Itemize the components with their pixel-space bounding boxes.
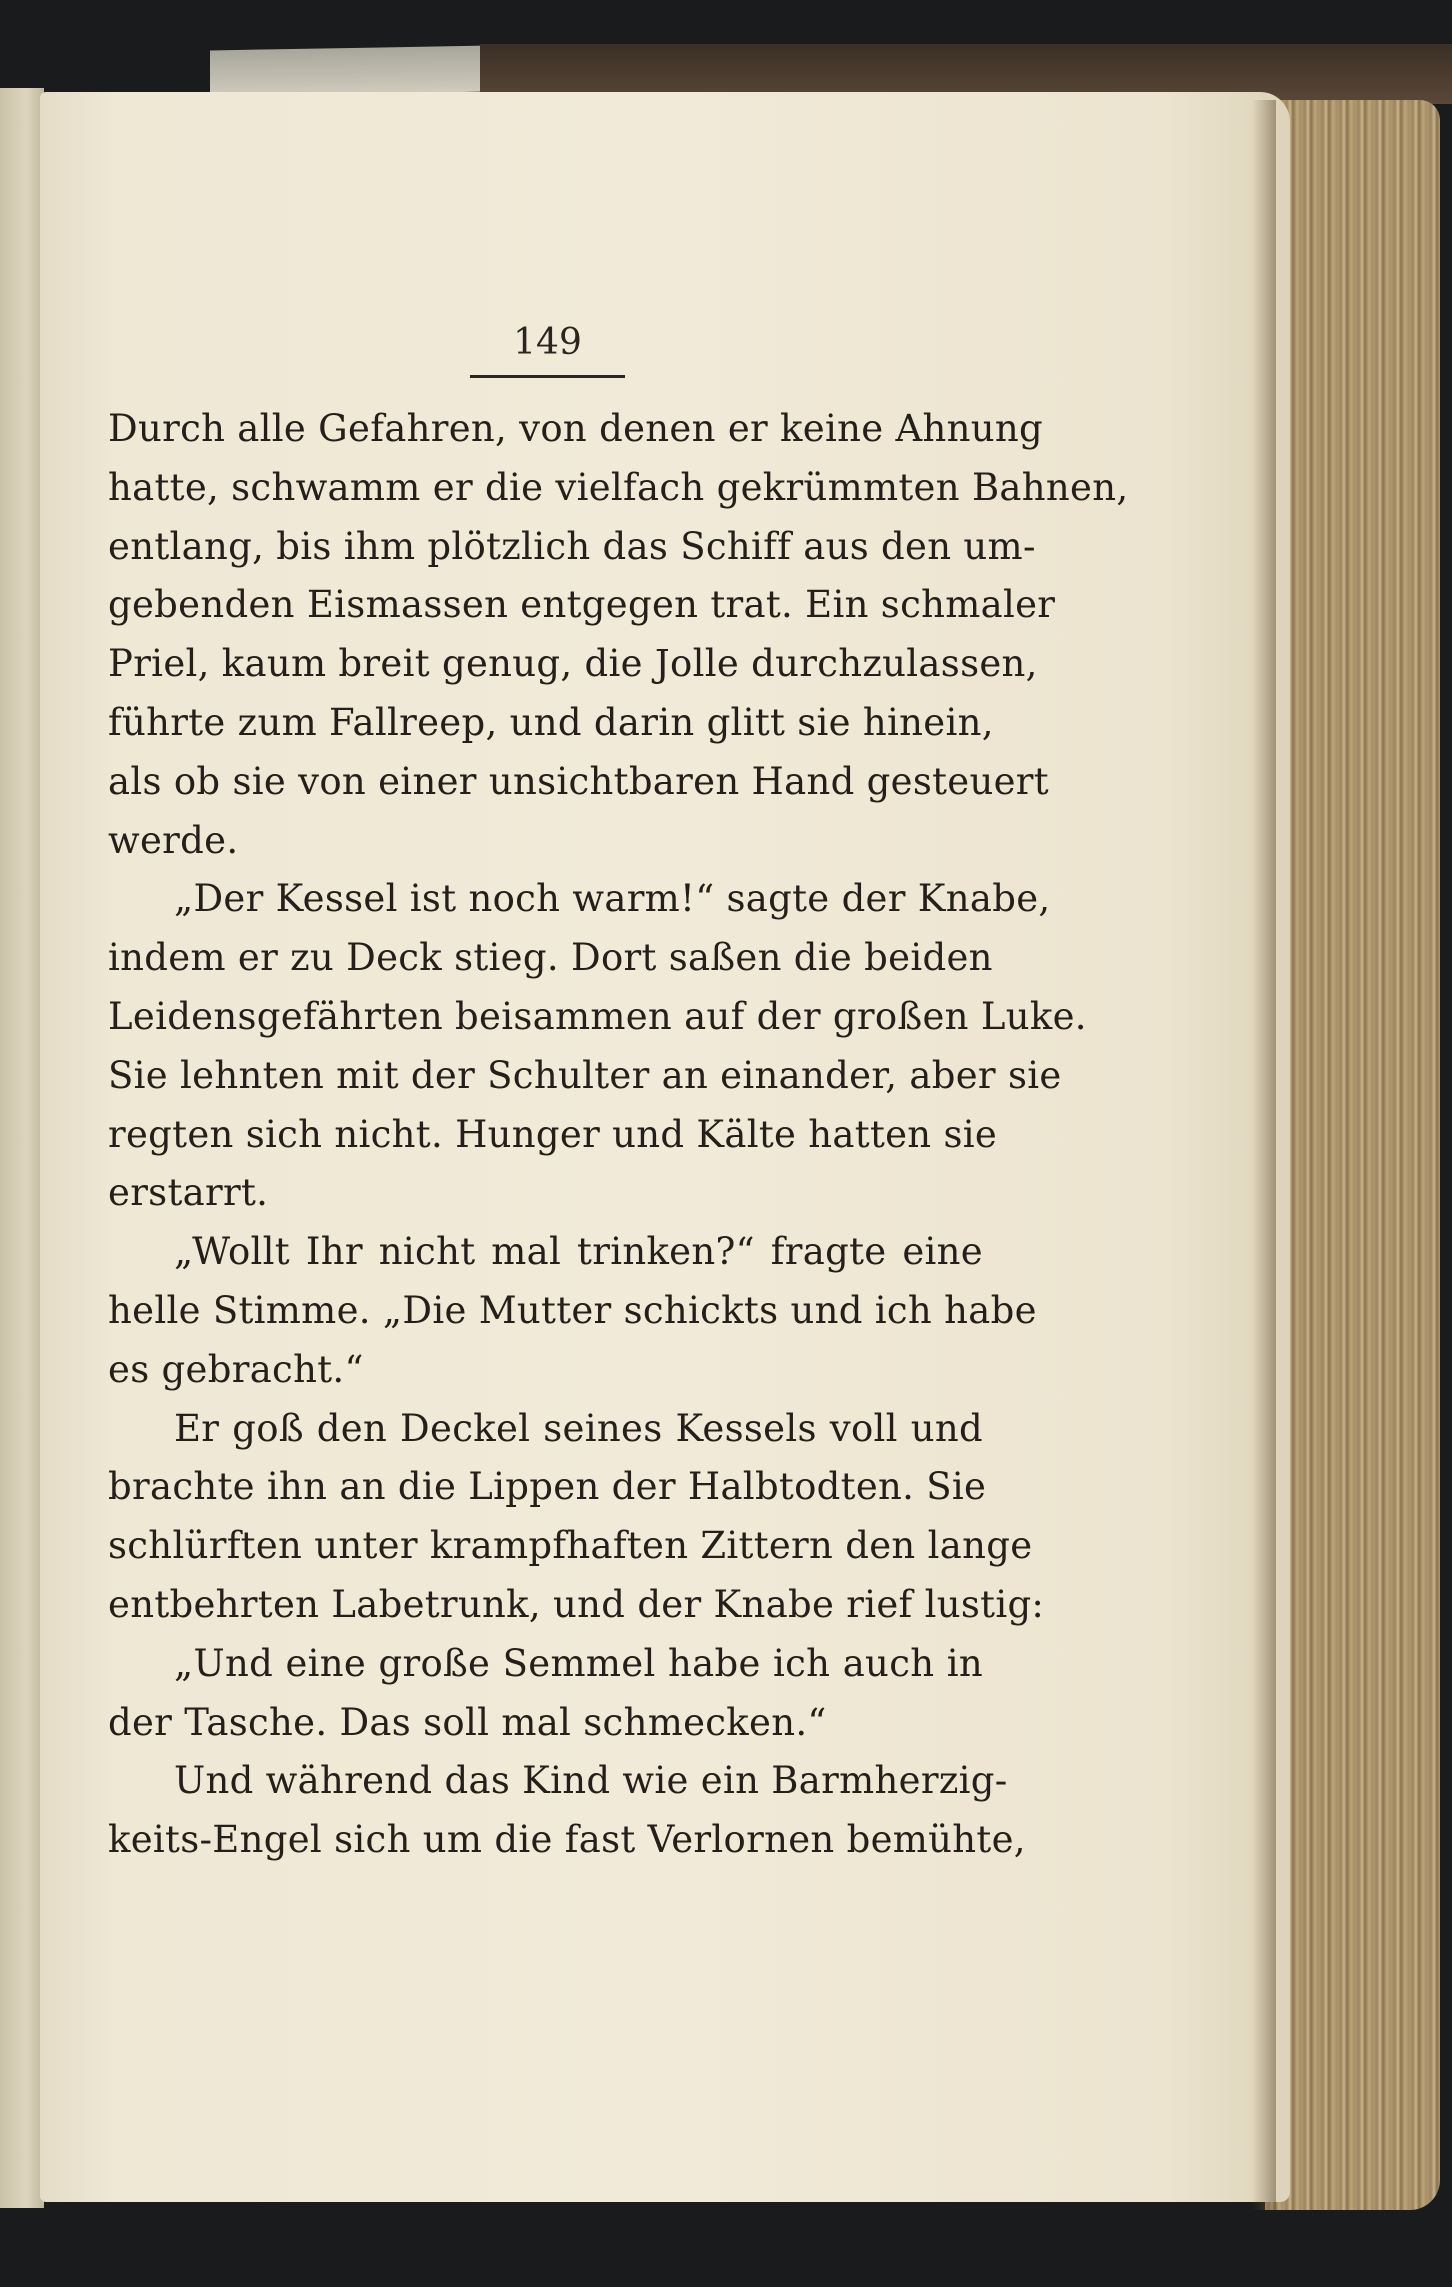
binding-tab <box>210 46 490 97</box>
text-line: hatte, schwamm er die vielfach gekrümmten Bahnen, <box>108 465 1129 509</box>
paragraph <box>108 1752 1026 1870</box>
text-line: führte zum Fallreep, und darin glitt sie hinein, <box>108 700 994 744</box>
paragraph <box>108 1223 1037 1399</box>
text-line: „Der Kessel ist noch warm!“ sagte der Knabe, <box>174 877 1051 921</box>
text-line: als ob sie von einer unsichtbaren Hand gesteuert <box>108 759 1049 803</box>
page-number-rule <box>470 375 625 378</box>
text-line: es gebracht.“ <box>108 1347 364 1391</box>
text-line: gebenden Eismassen entgegen trat. Ein schmaler <box>108 583 1056 627</box>
text-line: „Wollt Ihr nicht mal trinken?“ fragte eine <box>174 1230 983 1274</box>
text-line: helle Stimme. „Die Mutter schickts und ich habe <box>108 1288 1037 1332</box>
text-line: Leidensgefährten beisammen auf der großen Luke. <box>108 994 1087 1038</box>
text-line: brachte ihn an die Lippen der Halbtodten. Sie <box>108 1465 987 1509</box>
text-line: „Und eine große Semmel habe ich auch in <box>174 1641 983 1685</box>
text-line: Und während das Kind wie ein Barmherzig- <box>174 1759 1008 1803</box>
paragraph <box>108 400 1129 870</box>
body-text <box>108 400 1129 1870</box>
page-edges <box>1265 100 1440 2210</box>
text-line: Priel, kaum breit genug, die Jolle durchzulassen, <box>108 642 1038 686</box>
text-line: schlürften unter krampfhaften Zittern den lange <box>108 1524 1033 1568</box>
text-line: entlang, bis ihm plötzlich das Schiff aus den um- <box>108 524 1036 568</box>
paragraph <box>108 870 1087 1223</box>
text-line: entbehrten Labetrunk, und der Knabe rief lustig: <box>108 1582 1045 1626</box>
text-line: werde. <box>108 818 239 862</box>
text-line: Sie lehnten mit der Schulter an einander, aber sie <box>108 1053 1062 1097</box>
text-line: Er goß den Deckel seines Kessels voll und <box>174 1406 983 1450</box>
page-gutter-shadow <box>1252 100 1276 2210</box>
text-line: keits-Engel sich um die fast Verlornen bemühte, <box>108 1818 1026 1862</box>
text-line: regten sich nicht. Hunger und Kälte hatten sie <box>108 1112 998 1156</box>
text-line: indem er zu Deck stieg. Dort saßen die beiden <box>108 936 993 980</box>
facing-page-edge <box>0 88 44 2208</box>
paragraph <box>108 1635 983 1753</box>
text-line: Durch alle Gefahren, von denen er keine Ahnung <box>108 407 1044 450</box>
text-line: der Tasche. Das soll mal schmecken.“ <box>108 1700 827 1744</box>
text-line: erstarrt. <box>108 1171 269 1215</box>
page-number: 149 <box>513 322 582 363</box>
paragraph <box>108 1400 1045 1635</box>
